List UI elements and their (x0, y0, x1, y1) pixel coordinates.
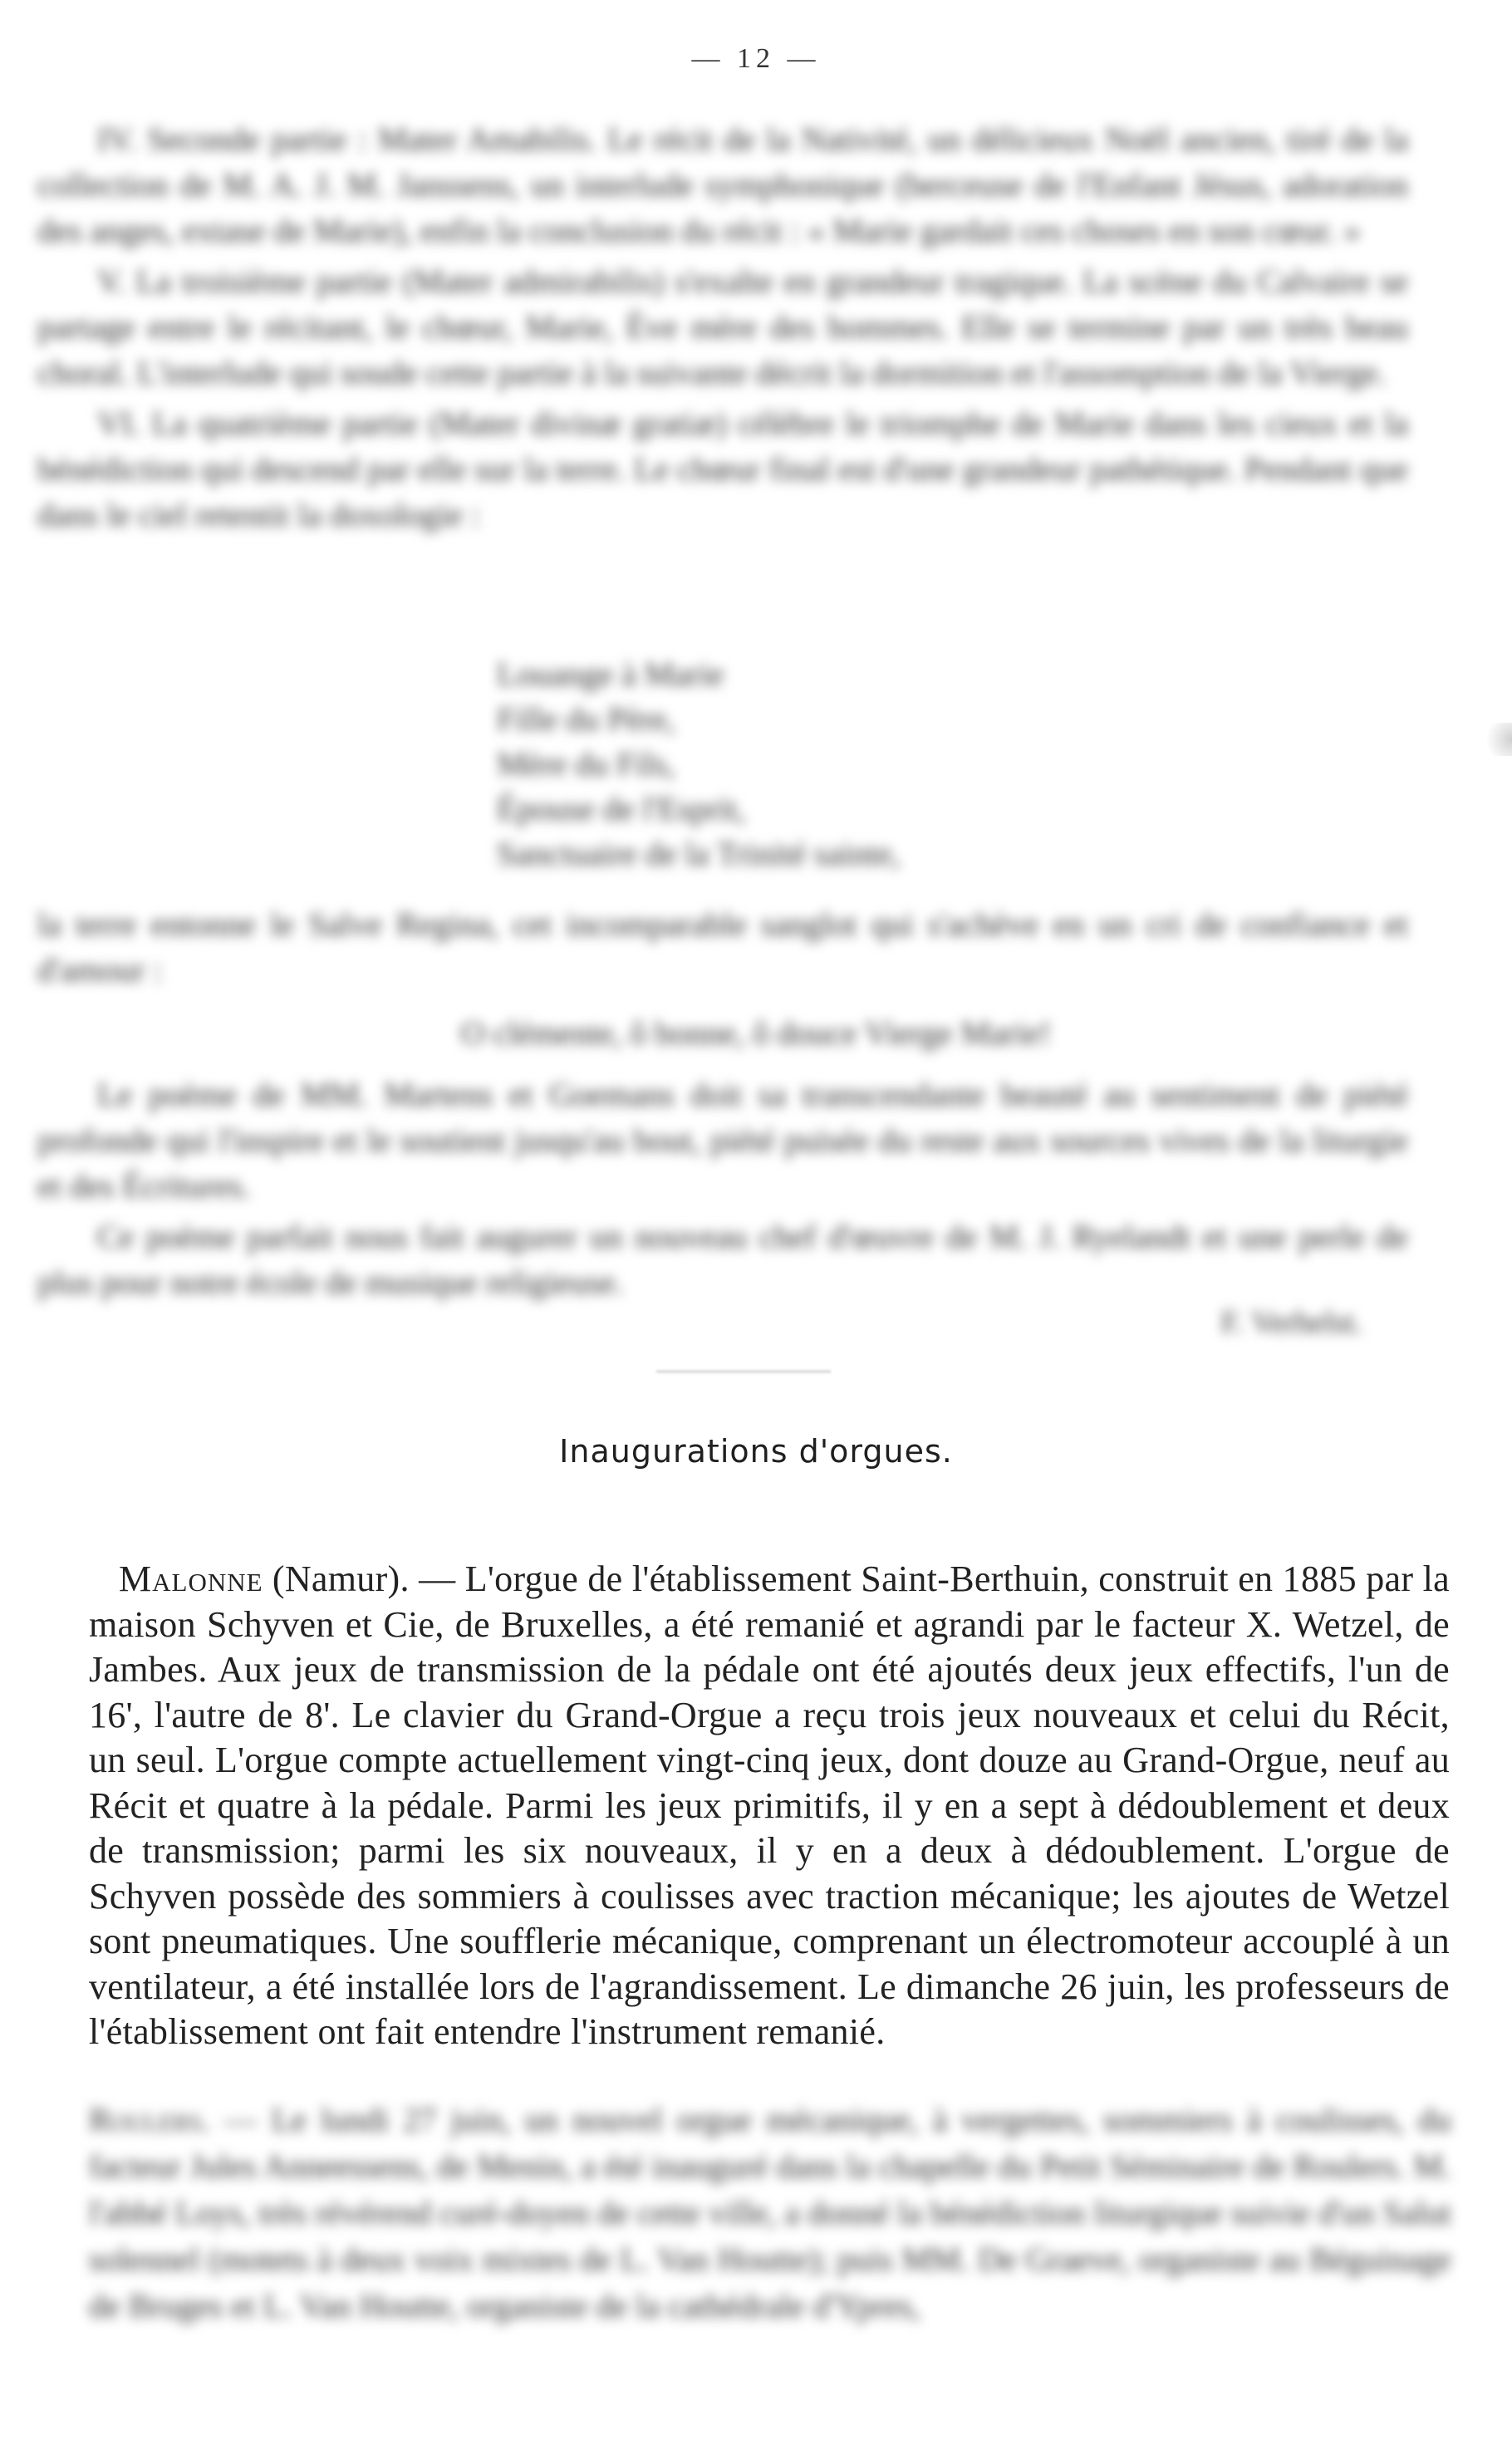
place-name: Roulers. (89, 2101, 210, 2138)
poem-line: Mère du Fils, (497, 745, 675, 783)
section-divider (656, 1371, 831, 1372)
blurred-closing-section (37, 1072, 1408, 1310)
paragraph-roulers (89, 2097, 1451, 2329)
exclamation-line: O clémente, ô bonne, ô douce Vierge Marie! (460, 1014, 1052, 1052)
paragraph-poem-praise: Le poème de MM. Martens et Goemans doit sa transcendante beauté au sentiment de piété profonde qui l'inspire et le soutient jusqu'au bout, piété puisée du reste aux sources vives de la liturgie et des Écritures. (37, 1076, 1408, 1205)
paragraph-part-vi: VI. La quatrième partie (Mater divinæ gratiæ) célèbre le triomphe de Marie dans les cieux et la bénédiction qui descend par elle sur la terre. Le chœur final est d'une grandeur pathétique. Pendant que dans le ciel retentit la doxologie : (37, 405, 1408, 533)
poem-line: Épouse de l'Esprit, (497, 790, 746, 827)
paragraph-continuation: la terre entonne le Salve Regina, cet incomparable sanglot qui s'achève en un cri de confiance et d'amour : (37, 906, 1408, 989)
paragraph-augury: Ce poème parfait nous fait augurer un nouveau chef d'œuvre de M. J. Ryelandt et une perle de plus pour notre école de musique religieuse. (37, 1218, 1408, 1301)
poem-line: Louange à Marie (497, 655, 724, 693)
section-title: Inaugurations d'orgues. (559, 1433, 953, 1470)
poem-doxology (497, 652, 900, 876)
paragraph-part-v: V. La troisième partie (Mater admirabilis) s'exalte en grandeur tragique. La scène du Calvaire se partage entre le récitant, le chœur, Marie, Ève mère des hommes. Elle se termine par un très beau choral. L'interlude qui soude cette partie à la suivante décrit la dormition et l'assomption de la Vierge. (37, 263, 1408, 391)
poem-line: Fille du Père, (497, 700, 675, 738)
poem-line: Sanctuaire de la Trinité sainte, (497, 835, 901, 872)
paragraph-malonne (89, 1557, 1450, 2055)
signature: F. Verhelst. (1220, 1305, 1362, 1340)
paragraph-part-iv: IV. Seconde partie : Mater Amabilis. Le récit de la Nativité, un délicieux Noël ancien, tiré de la collection de M. A. J. M. Janssens, un interlude symphonique (berceuse de l'Enfant Jésus, adoration des anges, extase de Marie), enfin la conclusion du récit : « Marie gardait ces choses en son cœur. » (37, 120, 1408, 249)
blurred-top-section (37, 116, 1408, 542)
paragraph-text: — Le lundi 27 juin, un nouvel orgue mécanique, à vergettes, sommiers à coulisses, du facteur Jules Anneessens, de Menin, a été inauguré dans la chapelle du Petit Séminaire de Roulers. M. l'abbé Loys, très révérend curé-doyen de cette ville, a donné la bénédiction liturgique suivie d'un Salut solennel (motets à deux voix mixtes de L. Van Houtte); puis MM. De Graeve, organiste au Béguinage de Bruges et L. Van Houtte, organiste de la cathédrale d'Ypres, (89, 2101, 1451, 2324)
place-name: Malonne (119, 1558, 263, 1599)
paragraph-text: (Namur). — L'orgue de l'établissement Saint-Berthuin, construit en 1885 par la maison Schyven et Cie, de Bruxelles, a été remanié et agrandi par le facteur X. Wetzel, de Jambes. Aux jeux de transmission de la pédale ont été ajoutés deux jeux effectifs, l'un de 16', l'autre de 8'. Le clavier du Grand-Orgue a reçu trois jeux nouveaux et celui du Récit, un seul. L'orgue compte actuellement vingt-cinq jeux, dont douze au Grand-Orgue, neuf au Récit et quatre à la pédale. Parmi les jeux primitifs, il y en a sept à dédoublement et deux de transmission; parmi les six nouveaux, il y en a deux à dédoublement. L'orgue de Schyven possède des sommiers à coulisses avec traction mécanique; les ajoutes de Wetzel sont pneumatiques. Une soufflerie mécanique, comprenant un électromoteur accouplé à un ventilateur, a été installée lors de l'agrandissement. Le dimanche 26 juin, les professeurs de l'établissement ont fait entendre l'instrument remanié. (89, 1558, 1450, 2052)
page-number: — 12 — (691, 43, 821, 74)
scan-edge-mark (1479, 723, 1512, 756)
